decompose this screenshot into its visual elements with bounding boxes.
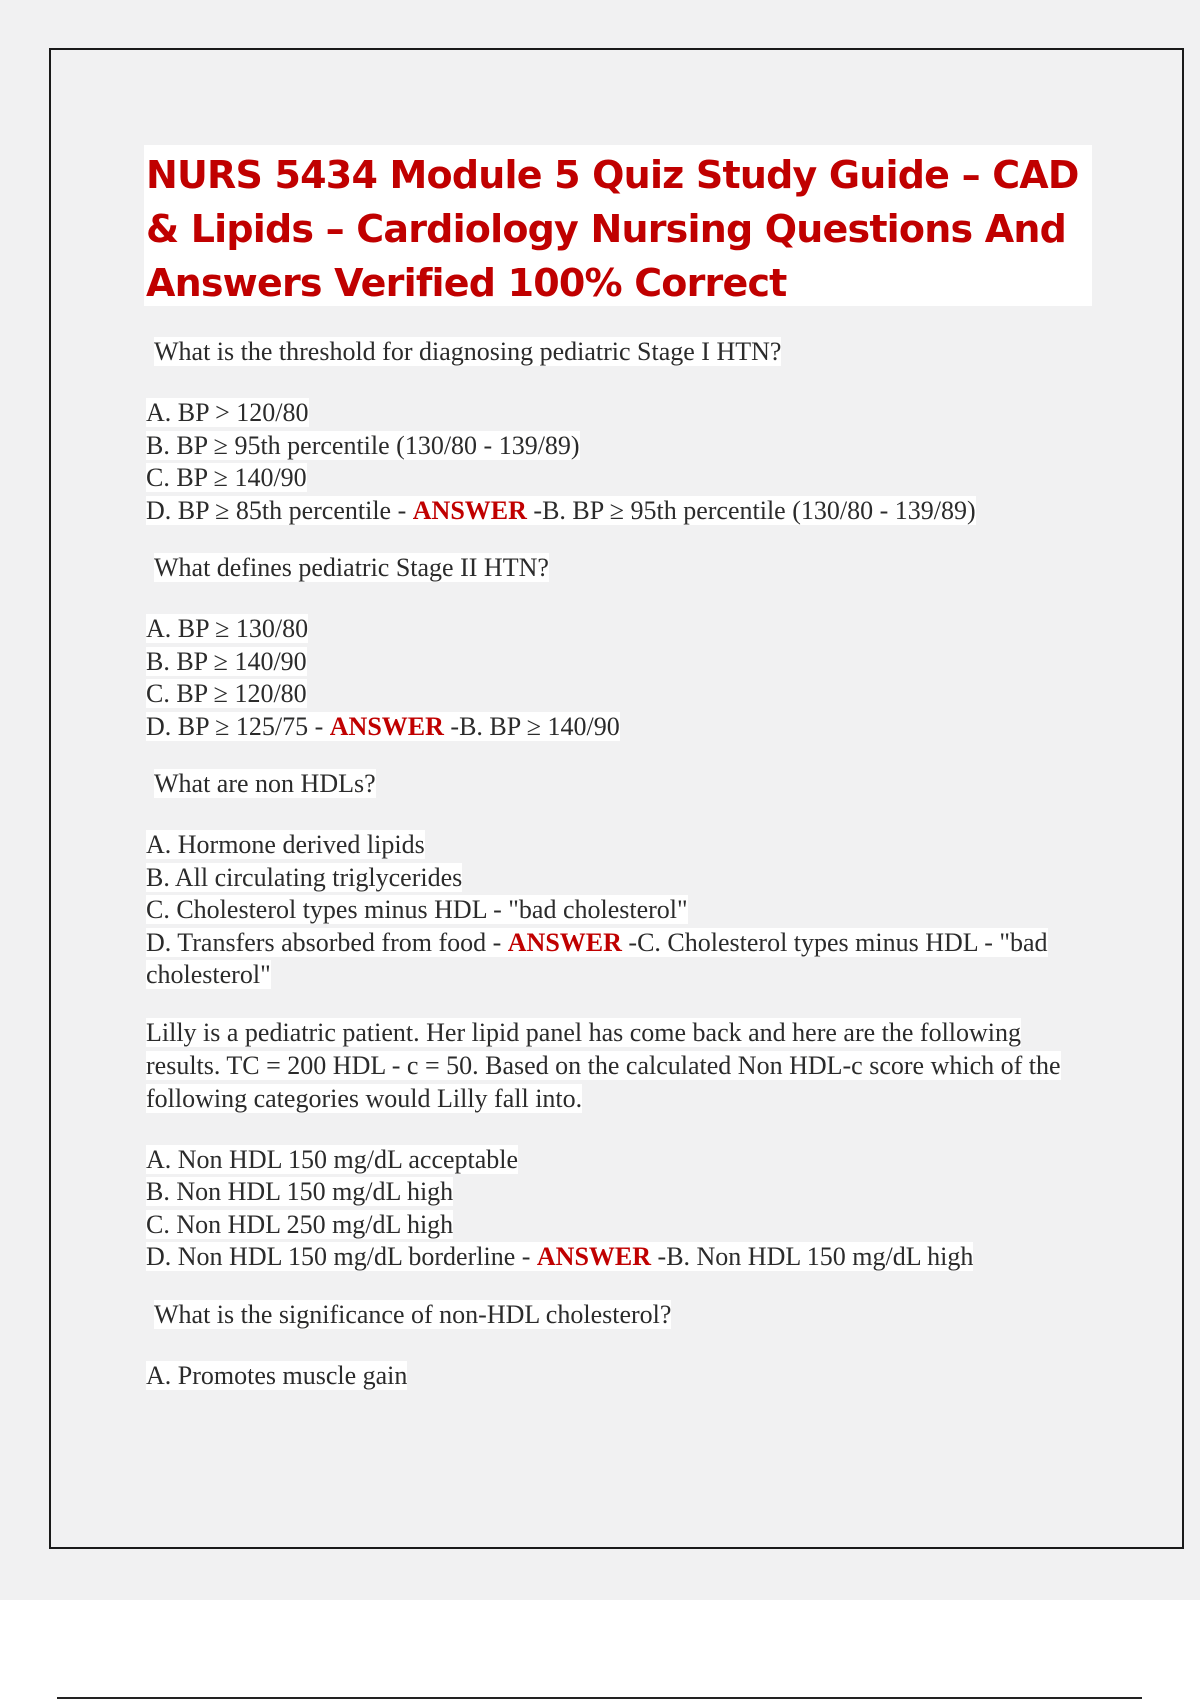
question-text: What defines pediatric Stage II HTN? [154, 553, 549, 582]
question-block [146, 1298, 1076, 1393]
question-block [146, 335, 1076, 527]
option-c: C. BP ≥ 120/80 [146, 679, 307, 708]
answer-text: -C. Cholesterol types minus HDL - "bad cholesterol" [146, 927, 1048, 989]
option-b: B. BP ≥ 95th percentile (130/80 - 139/89) [146, 430, 580, 460]
option-c: C. BP ≥ 140/90 [146, 463, 307, 492]
question-block [146, 1016, 1076, 1274]
answer-label: ANSWER [536, 1242, 652, 1271]
option-c: C. Non HDL 250 mg/dL high [146, 1209, 454, 1239]
option-c: C. Cholesterol types minus HDL - "bad cholesterol" [146, 895, 688, 924]
question-block [146, 767, 1076, 992]
option-d-text: D. BP ≥ 85th percentile - [146, 495, 413, 525]
option-d-text: D. Non HDL 150 mg/dL borderline - [146, 1242, 537, 1271]
question-text: What are non HDLs? [154, 769, 376, 798]
option-d-text: D. BP ≥ 125/75 - [146, 711, 330, 741]
footer-divider [57, 1697, 1142, 1699]
option-a: A. Hormone derived lipids [146, 830, 425, 859]
option-a: A. Non HDL 150 mg/dL acceptable [146, 1144, 519, 1174]
option-list [146, 1144, 1076, 1274]
answer-text: -B. BP ≥ 95th percentile (130/80 - 139/89) [533, 495, 976, 525]
option-d [146, 927, 1076, 992]
option-b: B. Non HDL 150 mg/dL high [146, 1177, 454, 1206]
option-b: B. All circulating triglycerides [146, 862, 463, 892]
question-block [146, 551, 1076, 743]
question-text: What is the threshold for diagnosing pediatric Stage I HTN? [154, 337, 782, 366]
option-a: A. Promotes muscle gain [146, 1360, 408, 1390]
option-a: A. BP ≥ 130/80 [146, 614, 309, 643]
answer-text: -B. Non HDL 150 mg/dL high [657, 1242, 974, 1271]
answer-label: ANSWER [412, 495, 527, 525]
option-d-text: D. Transfers absorbed from food - [146, 927, 508, 957]
document-title: NURS 5434 Module 5 Quiz Study Guide – CAD & Lipids – Cardiology Nursing Questions And Answers Verified 100% Correct [144, 145, 1092, 306]
answer-text: -B. BP ≥ 140/90 [450, 711, 620, 741]
option-list [146, 829, 1076, 992]
option-d [146, 711, 1076, 744]
option-d [146, 1241, 1076, 1274]
answer-label: ANSWER [507, 927, 622, 957]
question-text: What is the significance of non-HDL cholesterol? [154, 1299, 672, 1329]
option-a: A. BP > 120/80 [146, 398, 309, 427]
question-text: Lilly is a pediatric patient. Her lipid panel has come back and here are the following results. TC = 200 HDL - c = 50. Based on the calculated Non HDL-c score which of the following categories would Lilly fall into. [146, 1017, 1061, 1113]
option-b: B. BP ≥ 140/90 [146, 646, 307, 676]
answer-label: ANSWER [329, 711, 444, 741]
quiz-content [146, 335, 1076, 1416]
option-list [146, 1360, 1076, 1393]
option-d [146, 495, 1076, 528]
option-list [146, 397, 1076, 527]
option-list [146, 613, 1076, 743]
